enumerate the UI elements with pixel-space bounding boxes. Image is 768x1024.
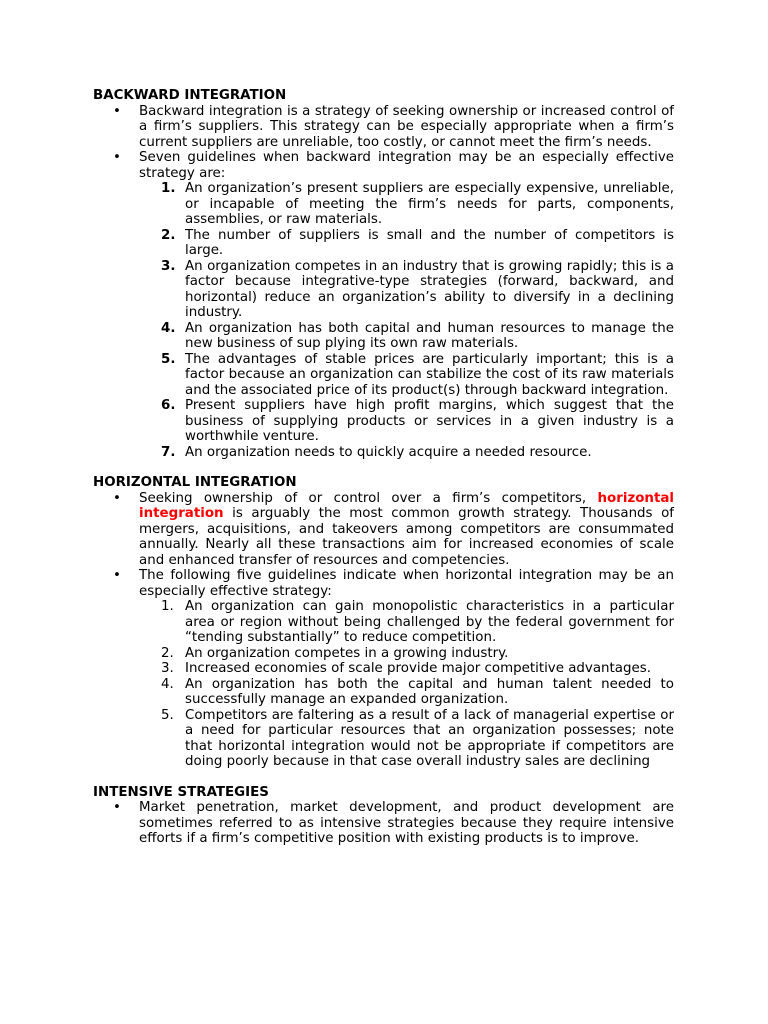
list-item xyxy=(139,599,674,646)
list-number: 5. xyxy=(161,707,174,723)
list-text: The number of suppliers is small and the number of competitors is large. xyxy=(185,227,674,258)
list-text: An organization has both capital and human resources to manage the new business of sup plying its own raw materials. xyxy=(185,320,674,351)
bullet-text-start: Seeking ownership of or control over a firm’s competitors, xyxy=(139,490,598,506)
list-text: The advantages of stable prices are particularly important; this is a factor because an organization can stabilize the cost of its raw materials and the associated price of its product(s) through backward integration. xyxy=(185,351,674,398)
list-number: 3. xyxy=(161,661,174,676)
bullet-item xyxy=(93,491,674,569)
list-item xyxy=(139,228,674,259)
bullet-list xyxy=(93,104,674,461)
list-number: 2. xyxy=(161,227,176,243)
list-number: 2. xyxy=(161,645,174,661)
list-text: An organization’s present suppliers are especially expensive, unreliable, or incapable of meeting the firm’s needs for parts, components, assemblies, or raw materials. xyxy=(185,181,674,227)
list-item xyxy=(139,259,674,321)
list-text: An organization competes in an industry that is growing rapidly; this is a factor because integrative-type strategies (forward, backward, and horizontal) reduce an organization’s ability to diversify in a declining industry. xyxy=(185,258,674,320)
bullet-text: Seven guidelines when backward integration may be an especially effective strategy are: xyxy=(139,150,674,181)
list-item xyxy=(139,398,674,445)
section-horizontal-integration xyxy=(93,475,674,770)
bullet-item xyxy=(93,568,674,770)
bullet-list xyxy=(93,800,674,847)
guideline-list xyxy=(139,599,674,770)
bullet-text-end: is arguably the most common growth strategy. Thousands of mergers, acquisitions, and takeovers among competitors are consummated annually. Nearly all these transactions aim for increased economies of scale and enhanced transfer of resources and competencies. xyxy=(139,506,674,568)
list-text: Increased economies of scale provide major competitive advantages. xyxy=(185,661,651,676)
list-item xyxy=(139,181,674,228)
bullet-item xyxy=(93,104,674,151)
list-text: An organization needs to quickly acquire a needed resource. xyxy=(185,444,592,460)
list-text: Present suppliers have high profit margins, which suggest that the business of supplying products or services in a given industry is a worthwhile venture. xyxy=(185,398,674,444)
list-text: Competitors are faltering as a result of a lack of managerial expertise or a need for particular resources that an organization possesses; note that horizontal integration would not be appropriate if competitors are doing poorly because in that case overall industry sales are declining xyxy=(185,707,674,769)
list-number: 6. xyxy=(161,398,176,413)
list-item xyxy=(139,352,674,399)
list-number: 4. xyxy=(161,320,176,336)
list-number: 7. xyxy=(161,444,176,460)
section-backward-integration xyxy=(93,88,674,460)
list-number: 1. xyxy=(161,181,176,196)
section-heading: INTENSIVE STRATEGIES xyxy=(93,784,269,800)
list-item xyxy=(139,445,674,461)
section-spacer xyxy=(93,770,674,785)
list-number: 3. xyxy=(161,258,176,274)
list-item xyxy=(139,677,674,708)
bullet-text: The following five guidelines indicate when horizontal integration may be an especially effective strategy: xyxy=(139,568,674,599)
list-text: An organization competes in a growing industry. xyxy=(185,645,509,661)
list-text: An organization can gain monopolistic characteristics in a particular area or region without being challenged by the federal government for “tending substantially” to reduce competition. xyxy=(185,599,674,645)
list-item xyxy=(139,708,674,770)
highlighted-term: horizontal integration xyxy=(139,490,674,521)
section-heading: HORIZONTAL INTEGRATION xyxy=(93,475,297,490)
list-number: 4. xyxy=(161,676,174,692)
list-item xyxy=(139,646,674,662)
list-number: 1. xyxy=(161,599,174,614)
section-heading: BACKWARD INTEGRATION xyxy=(93,88,287,103)
list-item xyxy=(139,321,674,352)
list-number: 5. xyxy=(161,351,176,367)
bullet-item xyxy=(93,800,674,847)
section-spacer xyxy=(93,460,674,475)
bullet-text: Backward integration is a strategy of seeking ownership or increased control of a firm’s suppliers. This strategy can be especially appropriate when a firm’s current suppliers are unreliable, too costly, or cannot meet the firm’s needs. xyxy=(139,103,674,150)
bullet-list xyxy=(93,491,674,770)
list-item xyxy=(139,661,674,677)
section-intensive-strategies xyxy=(93,785,674,847)
bullet-text: Market penetration, market development, and product development are sometimes referred to as intensive strategies because they require intensive efforts if a firm’s competitive position with existing products is to improve. xyxy=(139,800,674,846)
guideline-list xyxy=(139,181,674,460)
bullet-item xyxy=(93,150,674,460)
list-text: An organization has both the capital and human talent needed to successfully manage an expanded organization. xyxy=(185,676,674,707)
